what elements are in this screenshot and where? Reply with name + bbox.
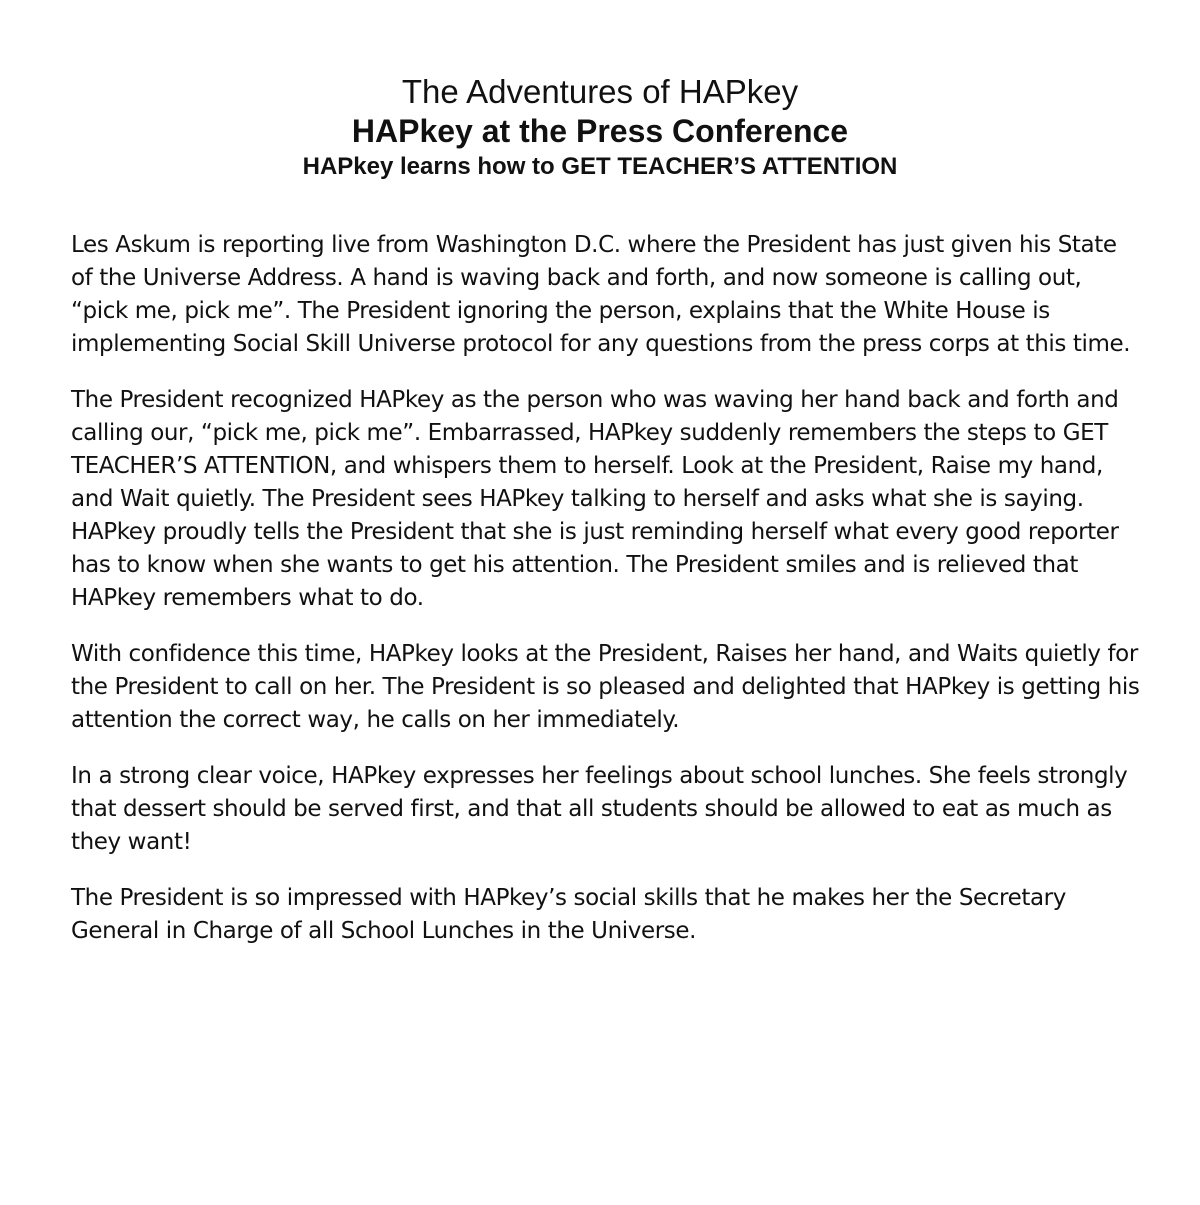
story-paragraph: The President recognized HAPkey as the person who was waving her hand back and forth and calling our, “pick me, pick me”. Embarrassed, HAPkey suddenly remembers the steps to GET TEACHER’S ATTENTION, and whispers them to herself. Look at the President, Raise my hand, and Wait quietly. The President sees HAPkey talking to herself and asks what she is saying. HAPkey proudly tells the President that she is just reminding herself what every good reporter has to know when she wants to get his attention. The President smiles and is relieved that HAPkey remembers what to do. xyxy=(71,387,1119,611)
story-title: HAPkey at the Press Conference xyxy=(351,113,849,149)
story-paragraph: In a strong clear voice, HAPkey expresses her feelings about school lunches. She feels strongly that dessert should be served first, and that all students should be allowed to eat as much as they want! xyxy=(71,763,1128,855)
document-header xyxy=(0,72,1200,184)
story-body xyxy=(71,229,1141,971)
story-subtitle: HAPkey learns how to GET TEACHER’S ATTENTION xyxy=(302,153,898,180)
story-paragraph: With confidence this time, HAPkey looks at the President, Raises her hand, and Waits quietly for the President to call on her. The President is so pleased and delighted that HAPkey is getting his attention the correct way, he calls on her immediately. xyxy=(71,641,1140,733)
series-title: The Adventures of HAPkey xyxy=(401,73,799,110)
story-paragraph: Les Askum is reporting live from Washington D.C. where the President has just given his State of the Universe Address. A hand is waving back and forth, and now someone is calling out, “pick me, pick me”. The President ignoring the person, explains that the White House is implementing Social Skill Universe protocol for any questions from the press corps at this time. xyxy=(71,232,1131,357)
story-paragraph: The President is so impressed with HAPkey’s social skills that he makes her the Secretary General in Charge of all School Lunches in the Universe. xyxy=(71,885,1066,944)
